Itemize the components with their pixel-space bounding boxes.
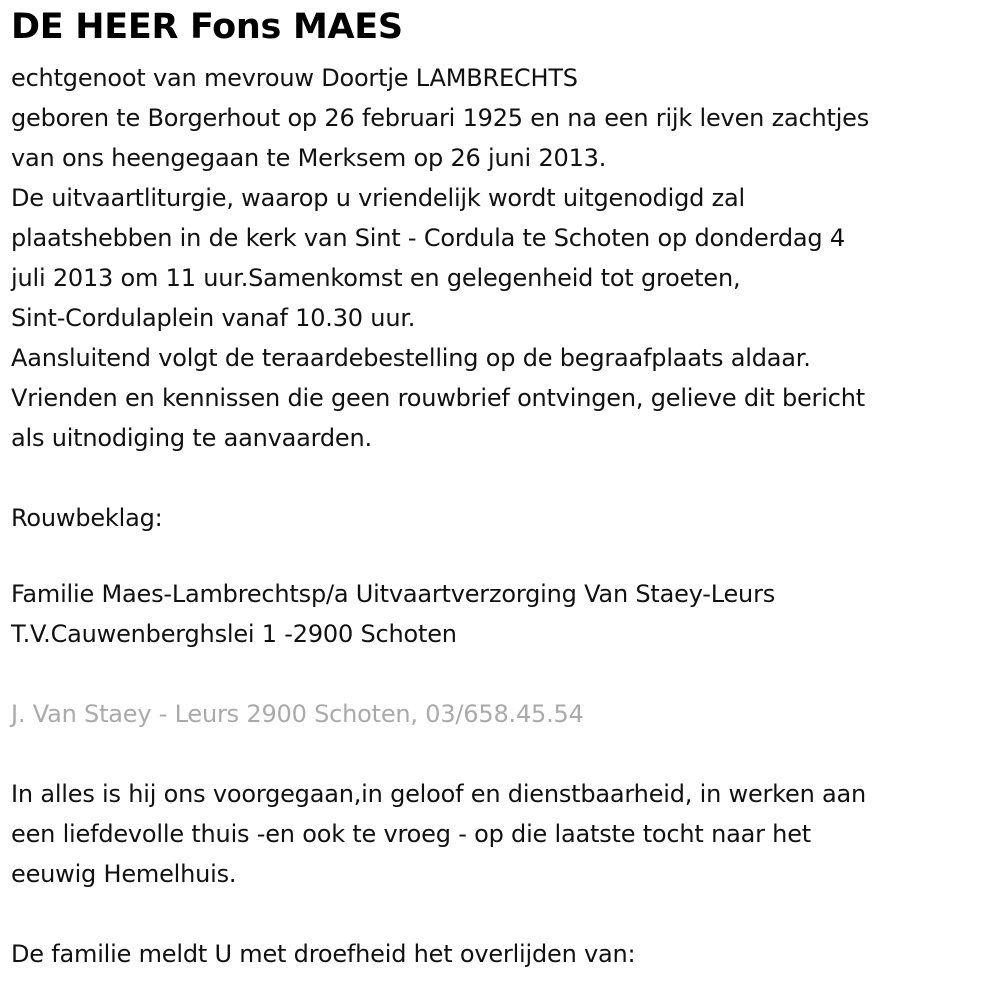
- birth-line: geboren te Borgerhout op 26 februari 1925 en na een rijk leven zachtjes: [11, 104, 870, 132]
- spouse-line: echtgenoot van mevrouw Doortje LAMBRECHTS: [11, 64, 578, 92]
- condolence-address: [11, 574, 1000, 654]
- funeral-home-contact: J. Van Staey - Leurs 2900 Schoten, 03/658.45.54: [11, 700, 584, 728]
- address-line-1: Familie Maes-Lambrechtsp/a Uitvaartverzorging Van Staey-Leurs: [11, 580, 776, 608]
- condolence-label: Rouwbeklag:: [11, 504, 163, 532]
- invitation-line-2: als uitnodiging te aanvaarden.: [11, 424, 372, 452]
- spacer: [11, 458, 1000, 498]
- burial-line: Aansluitend volgt de teraardebestelling op de begraafplaats aldaar.: [11, 344, 811, 372]
- invitation-line-1: Vrienden en kennissen die geen rouwbrief ontvingen, gelieve dit bericht: [11, 384, 865, 412]
- memorial-line-3: eeuwig Hemelhuis.: [11, 860, 237, 888]
- memorial-text: [11, 774, 1000, 894]
- address-line-2: T.V.Cauwenberghslei 1 -2900 Schoten: [11, 620, 457, 648]
- closing-line: De familie meldt U met droefheid het overlijden van:: [11, 940, 636, 968]
- liturgy-line-1: De uitvaartliturgie, waarop u vriendelijk wordt uitgenodigd zal: [11, 184, 745, 212]
- liturgy-line-2: plaatshebben in de kerk van Sint - Cordula te Schoten op donderdag 4: [11, 224, 845, 252]
- deceased-name-title: DE HEER Fons MAES: [11, 7, 403, 47]
- notice-intro: [11, 58, 1000, 458]
- spacer: [11, 654, 1000, 694]
- death-line: van ons heengegaan te Merksem op 26 juni 2013.: [11, 144, 607, 172]
- spacer: [11, 894, 1000, 934]
- liturgy-line-4: Sint-Cordulaplein vanaf 10.30 uur.: [11, 304, 416, 332]
- liturgy-line-3: juli 2013 om 11 uur.Samenkomst en gelegenheid tot groeten,: [11, 264, 741, 292]
- spacer: [11, 734, 1000, 774]
- memorial-line-1: In alles is hij ons voorgegaan,in geloof en dienstbaarheid, in werken aan: [11, 780, 867, 808]
- spacer: [11, 538, 1000, 574]
- memorial-line-2: een liefdevolle thuis -en ook te vroeg - op die laatste tocht naar het: [11, 820, 811, 848]
